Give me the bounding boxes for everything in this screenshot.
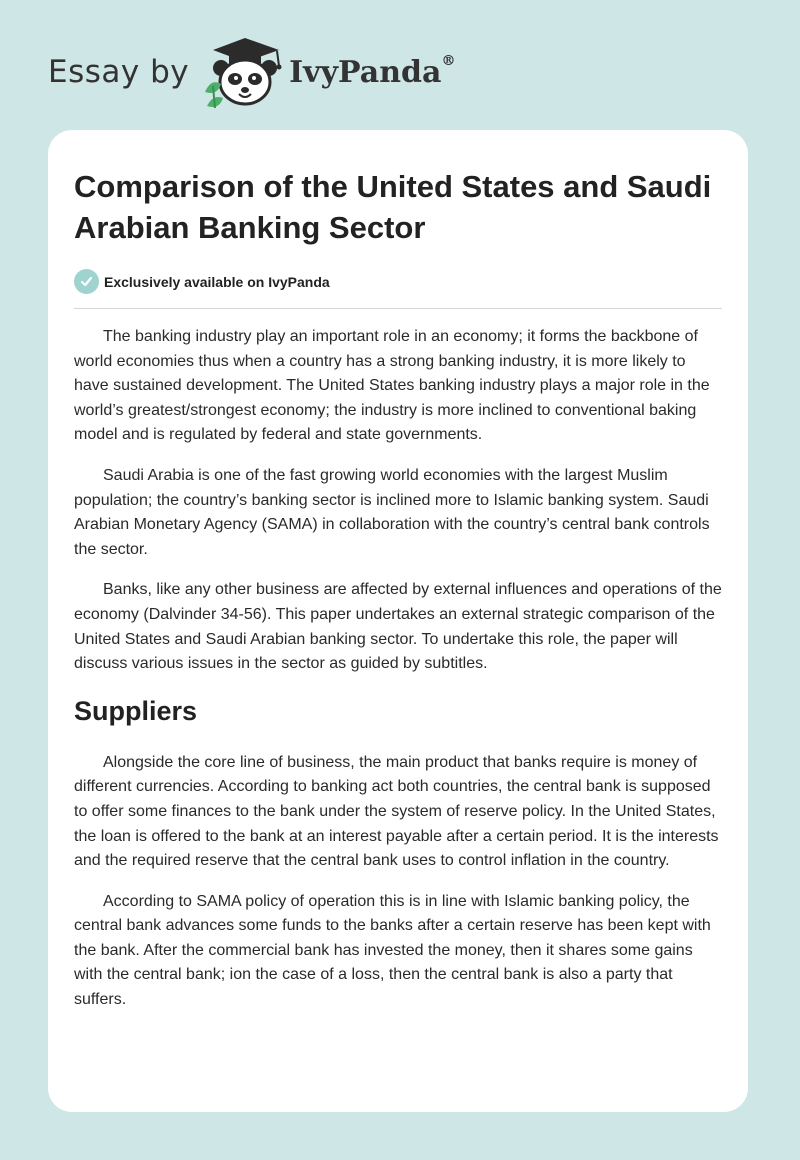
article-card <box>48 130 748 1112</box>
exclusive-label: Exclusively available on IvyPanda <box>104 273 330 290</box>
site-header-logo[interactable] <box>48 34 455 110</box>
paragraph: According to SAMA policy of operation this is in line with Islamic banking policy, the central bank advances some funds to the banks after a certain reserve has been kept with the bank. After the commercial bank has invested the money, then it shares some gains with the central bank; ion the case of a loss, then the central bank is also a party that suffers. <box>74 892 711 1009</box>
panda-logo-icon <box>199 34 287 110</box>
paragraph: Alongside the core line of business, the main product that banks require is money of different currencies. According to banking act both countries, the central bank is supposed to offer some finances to the bank under the system of reserve policy. In the United States, the loan is offered to the bank at an interest payable after a certain period. It is the interests and the required reserve that the central bank uses to control inflation in the country. <box>74 753 719 870</box>
article-title: Comparison of the United States and Saudi Arabian Banking Sector <box>74 169 712 245</box>
check-icon <box>74 269 99 294</box>
paragraph: Banks, like any other business are affected by external influences and operations of the economy (Dalvinder 34-56). This paper undertakes an external strategic comparison of the United States and Saudi Arabian banking sector. To undertake this role, the paper will discuss various issues in the sector as guided by subtitles. <box>74 581 722 673</box>
paragraph: Saudi Arabia is one of the fast growing world economies with the largest Muslim population; the country’s banking sector is inclined more to Islamic banking system. Saudi Arabian Monetary Agency (SAMA) in collaboration with the country’s central bank controls the sector. <box>74 466 710 558</box>
section-heading-suppliers: Suppliers <box>74 695 198 726</box>
paragraph: The banking industry play an important role in an economy; it forms the backbone of world economies thus when a country has a strong banking industry, it is more likely to have sustained development. The United States banking industry plays a major role in the world’s greatest/strongest economy; the industry is more inclined to conventional baking model and is regulated by federal and state governments. <box>74 328 710 444</box>
essay-by-text: Essay by <box>48 54 190 90</box>
exclusive-badge <box>74 269 722 309</box>
brand-name: IvyPanda® <box>289 52 456 90</box>
